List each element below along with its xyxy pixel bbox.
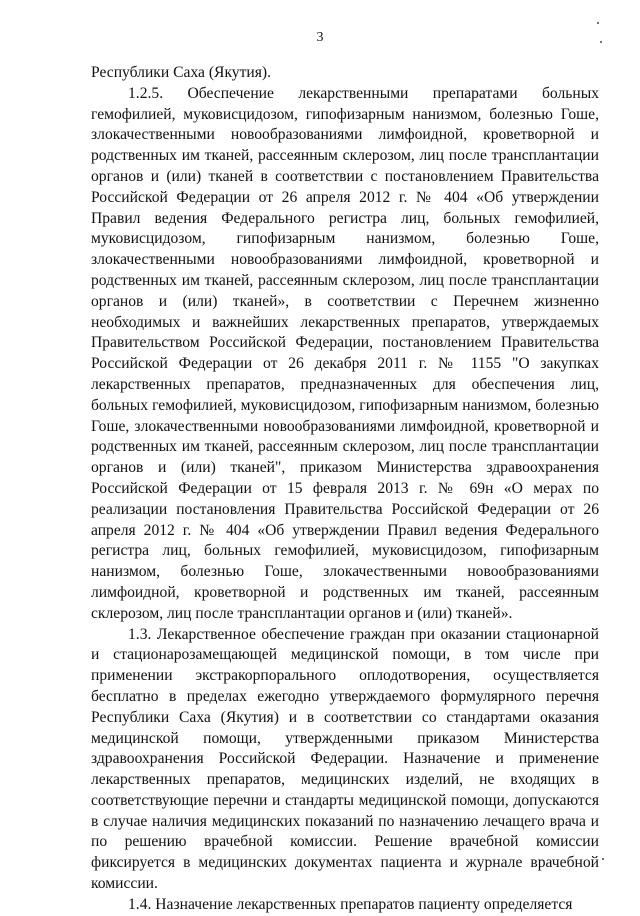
paragraph-1-4: 1.4. Назначение лекарственных препаратов пациенту определяется: [128, 895, 573, 913]
document-body: [91, 63, 599, 916]
scan-speck: [600, 41, 602, 43]
scan-speck: [602, 858, 604, 860]
paragraph-continuation: Республики Саха (Якутия).: [91, 64, 272, 81]
paragraph-1-2-5: 1.2.5. Обеспечение лекарственными препаратами больных гемофилией, муковисцидозом, гипофизарным нанизмом, болезнью Гоше, злокачественными новообразованиями лимфоидной, кроветворной и родственных им тканей, рассеянным склерозом, лиц после трансплантации органов и (или) тканей в соответствии с постановлением Правительства Российской Федерации от 26 апреля 2012 г. № 404 «Об утверждении Правил ведения Федерального регистра лиц, больных гемофилией, муковисцидозом, гипофизарным нанизмом, болезнью Гоше, злокачественными новообразованиями лимфоидной, кроветворной и родственных им тканей, рассеянным склерозом, лиц после трансплантации органов и (или) тканей», в соответствии с Перечнем жизненно необходимых и важнейших лекарственных препаратов, утверждаемых Правительством Российской Федерации, постановлением Правительства Российской Федерации от 26 декабря 2011 г. № 1155 "О закупках лекарственных препаратов, предназначенных для обеспечения лиц, больных гемофилией, муковисцидозом, гипофизарным нанизмом, болезнью Гоше, злокачественными новообразованиями лимфоидной, кроветворной и родственных им тканей, рассеянным склерозом, лиц после трансплантации органов и (или) тканей", приказом Министерства здравоохранения Российской Федерации от 15 февраля 2013 г. № 69н «О мерах по реализации постановления Правительства Российской Федерации от 26 апреля 2012 г. № 404 «Об утверждении Правил ведения Федерального регистра лиц, больных гемофилией, муковисцидозом, гипофизарным нанизмом, болезнью Гоше, злокачественными новообразованиями лимфоидной, кроветворной и родственных им тканей, рассеянным склерозом, лиц после трансплантации органов и (или) тканей».: [91, 84, 599, 622]
paragraph-1-3: 1.3. Лекарственное обеспечение граждан при оказании стационарной и стационарозамещающей медицинской помощи, в том числе при применении экстракорпорального оплодотворения, осуществляется бесплатно в пределах ежегодно утверждаемого формулярного перечня Республики Саха (Якутия) и в соответствии со стандартами оказания медицинской помощи, утвержденными приказом Министерства здравоохранения Российской Федерации. Назначение и применение лекарственных препаратов, медицинских изделий, не входящих в соответствующие перечни и стандарты медицинской помощи, допускаются в случае наличия медицинских показаний по назначению лечащего врача и по решению врачебной комиссии. Решение врачебной комиссии фиксируется в медицинских документах пациента и журнале врачебной комиссии.: [91, 625, 599, 893]
scan-speck: [597, 22, 599, 24]
page-number: 3: [316, 30, 324, 45]
